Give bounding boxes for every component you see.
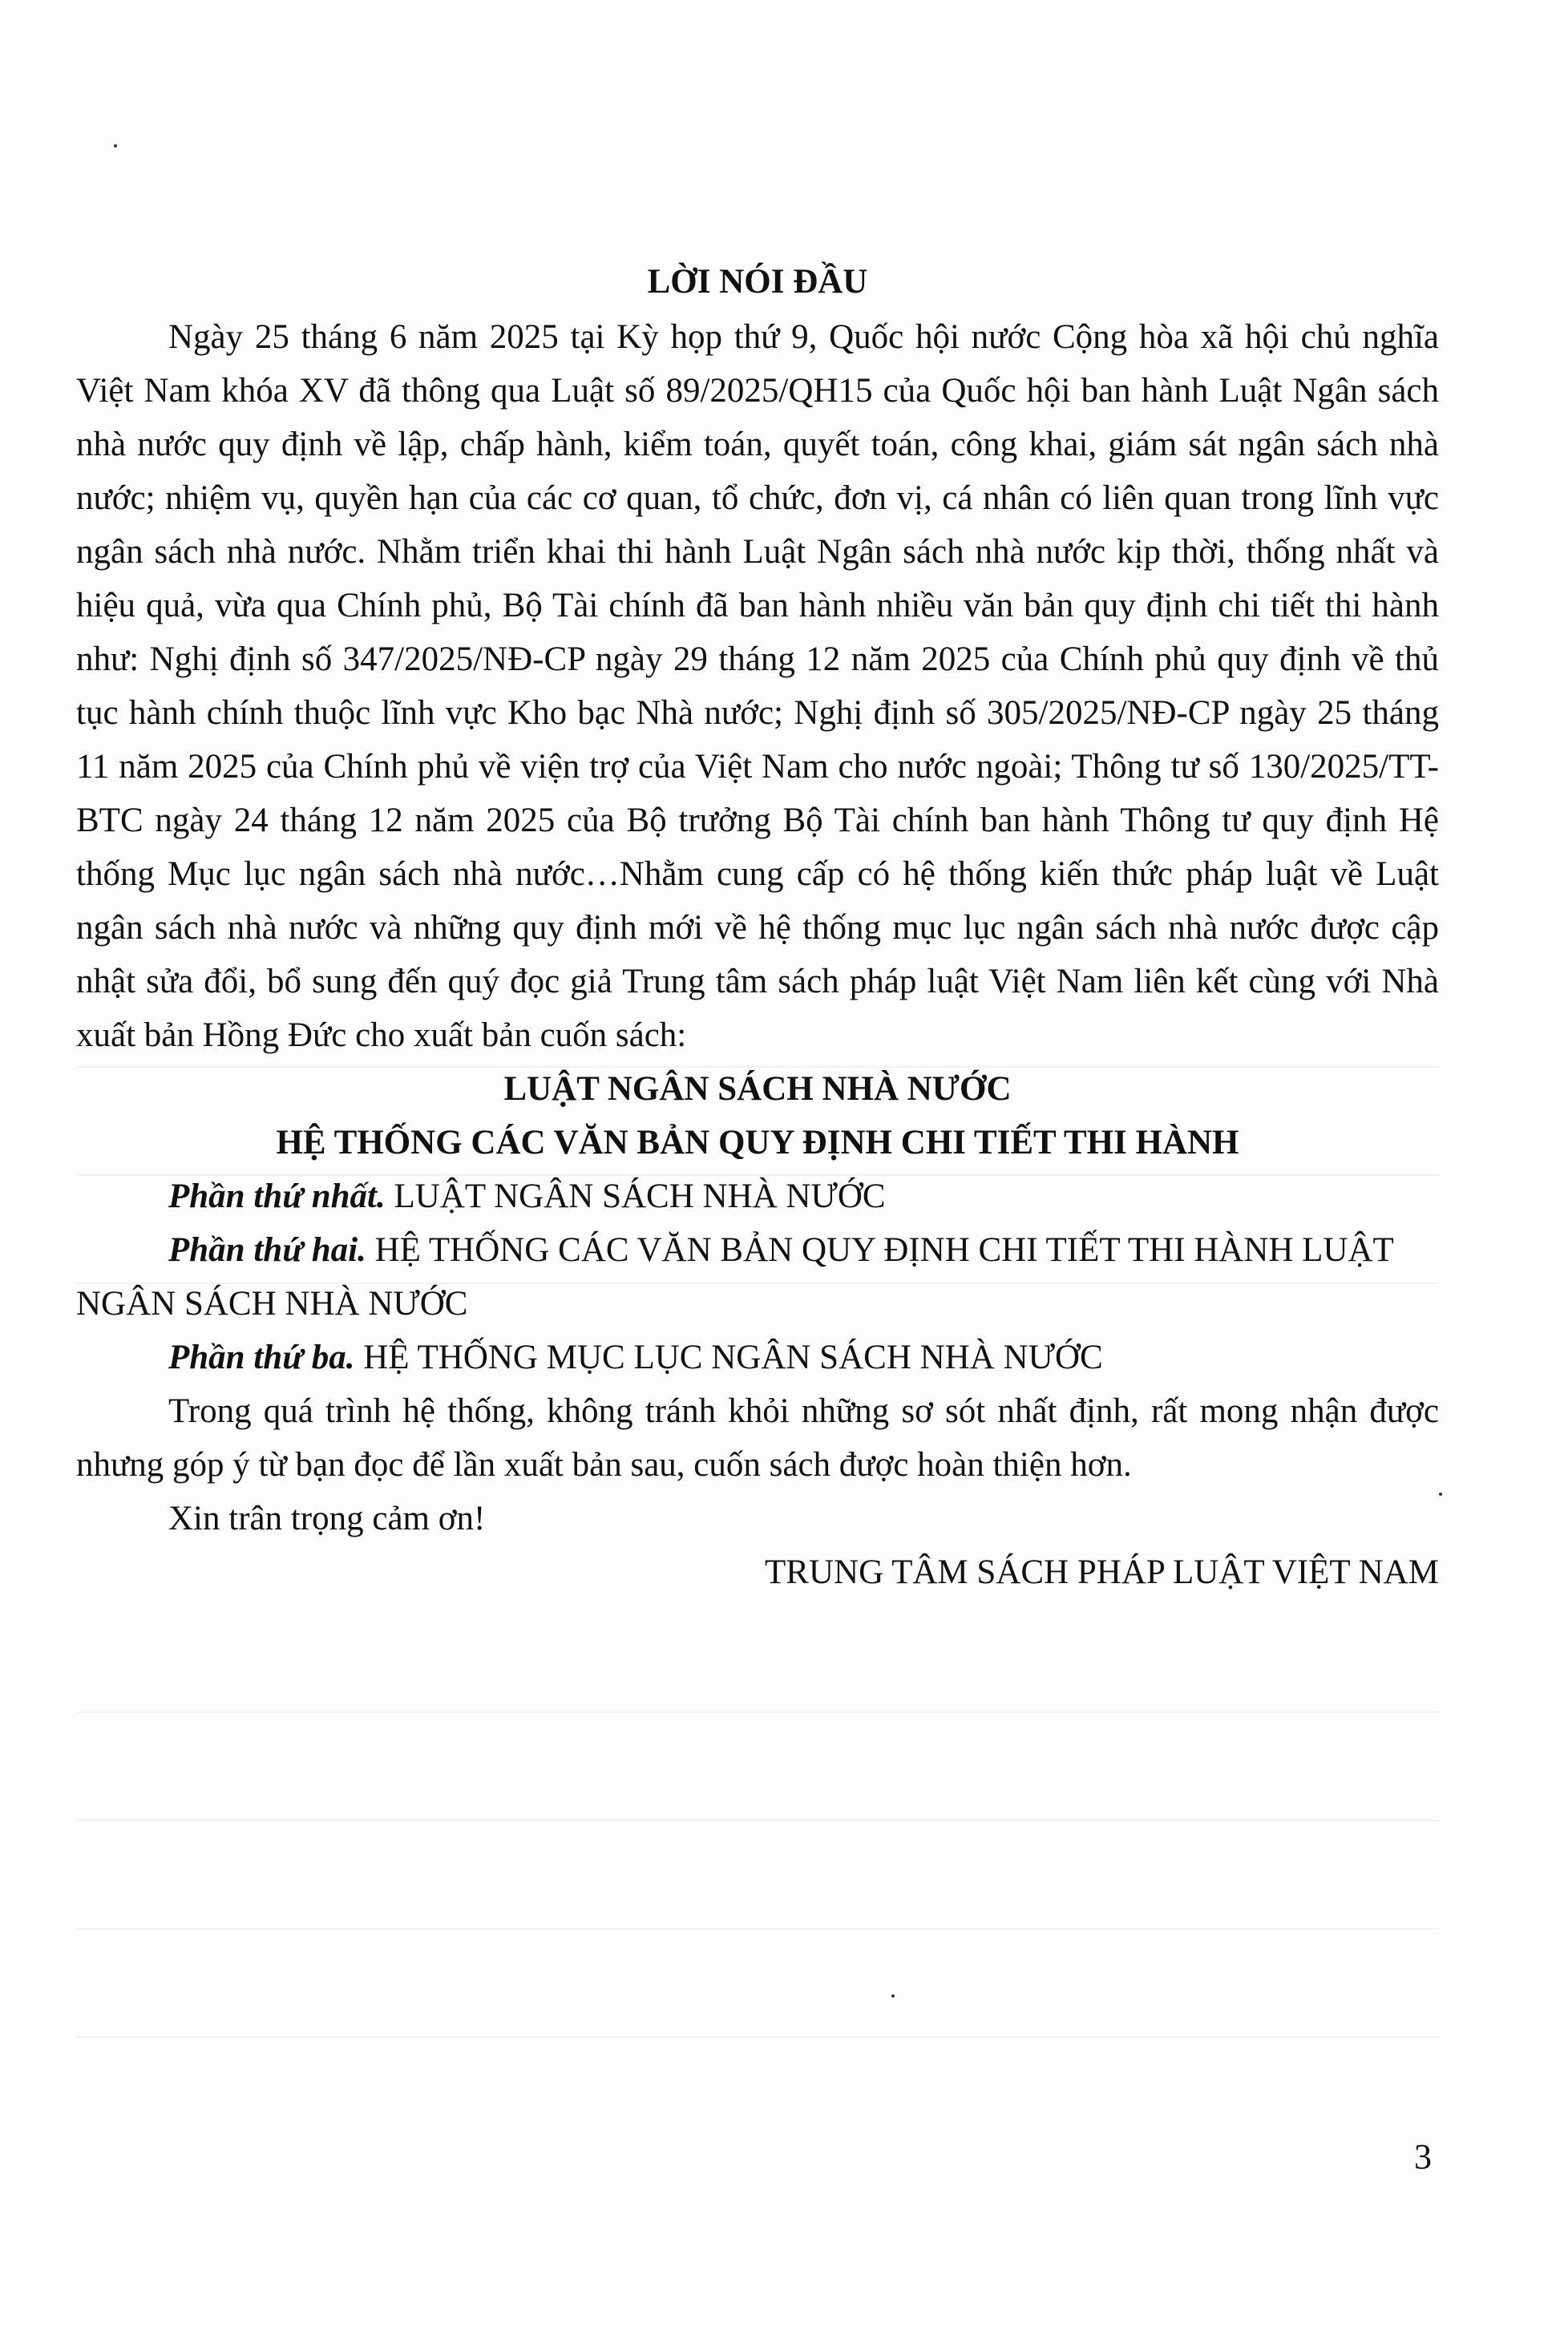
bleed-through-line: [76, 2036, 1439, 2052]
page-title: LỜI NÓI ĐẦU: [647, 263, 868, 301]
book-title-line-1: LUẬT NGÂN SÁCH NHÀ NƯỚC: [503, 1070, 1012, 1108]
closing-paragraph: Trong quá trình hệ thống, không tránh khỏi những sơ sót nhất định, rất mong nhận được nhưng góp ý từ bạn đọc để lần xuất bản sau, cuốn sách được hoàn thiện hơn.: [76, 1392, 1439, 1484]
part-one: [76, 1170, 1439, 1223]
speck: [114, 144, 117, 147]
bleed-through-line: [76, 1820, 1439, 1836]
speck: [891, 1994, 895, 1998]
intro-paragraph: Ngày 25 tháng 6 năm 2025 tại Kỳ họp thứ 9, Quốc hội nước Cộng hòa xã hội chủ nghĩa Việt Nam khóa XV đã thông qua Luật số 89/2025/QH15 của Quốc hội ban hành Luật Ngân sách nhà nước quy định về lập, chấp hành, kiểm toán, quyết toán, công khai, giám sát ngân sách nhà nước; nhiệm vụ, quyền hạn của các cơ quan, tổ chức, đơn vị, cá nhân có liên quan trong lĩnh vực ngân sách nhà nước. Nhằm triển khai thi hành Luật Ngân sách nhà nước kịp thời, thống nhất và hiệu quả, vừa qua Chính phủ, Bộ Tài chính đã ban hành nhiều văn bản quy định chi tiết thi hành như: Nghị định số 347/2025/NĐ-CP ngày 29 tháng 12 năm 2025 của Chính phủ quy định về thủ tục hành chính thuộc lĩnh vực Kho bạc Nhà nước; Nghị định số 305/2025/NĐ-CP ngày 25 tháng 11 năm 2025 của Chính phủ về viện trợ của Việt Nam cho nước ngoài; Thông tư số 130/2025/TT-BTC ngày 24 tháng 12 năm 2025 của Bộ trưởng Bộ Tài chính ban hành Thông tư quy định Hệ thống Mục lục ngân sách nhà nước…Nhằm cung cấp có hệ thống kiến thức pháp luật về Luật ngân sách nhà nước và những quy định mới về hệ thống mục lục ngân sách nhà nước được cập nhật sửa đổi, bổ sung đến quý đọc giả Trung tâm sách pháp luật Việt Nam liên kết cùng với Nhà xuất bản Hồng Đức cho xuất bản cuốn sách:: [76, 318, 1439, 1054]
part-two-label: Phần thứ hai.: [168, 1231, 366, 1269]
document-body: [76, 255, 1439, 1599]
part-three-label: Phần thứ ba.: [168, 1339, 355, 1376]
thanks-line: Xin trân trọng cảm ơn!: [168, 1500, 486, 1537]
part-three: [76, 1331, 1439, 1384]
part-two: [76, 1223, 1439, 1331]
part-two-text: HỆ THỐNG CÁC VĂN BẢN QUY ĐỊNH CHI TIẾT THI HÀNH LUẬT NGÂN SÁCH NHÀ NƯỚC: [76, 1231, 1394, 1323]
part-three-text: HỆ THỐNG MỤC LỤC NGÂN SÁCH NHÀ NƯỚC: [354, 1339, 1103, 1376]
bleed-through-line: [76, 1711, 1439, 1727]
bleed-through-line: [76, 1928, 1439, 1944]
page-number: 3: [1414, 2137, 1432, 2176]
book-title-line-2: HỆ THỐNG CÁC VĂN BẢN QUY ĐỊNH CHI TIẾT THI HÀNH: [276, 1124, 1239, 1161]
part-one-label: Phần thứ nhất.: [168, 1178, 386, 1215]
signature: TRUNG TÂM SÁCH PHÁP LUẬT VIỆT NAM: [765, 1553, 1439, 1591]
part-one-text: LUẬT NGÂN SÁCH NHÀ NƯỚC: [385, 1178, 886, 1215]
speck: [1439, 1493, 1442, 1496]
